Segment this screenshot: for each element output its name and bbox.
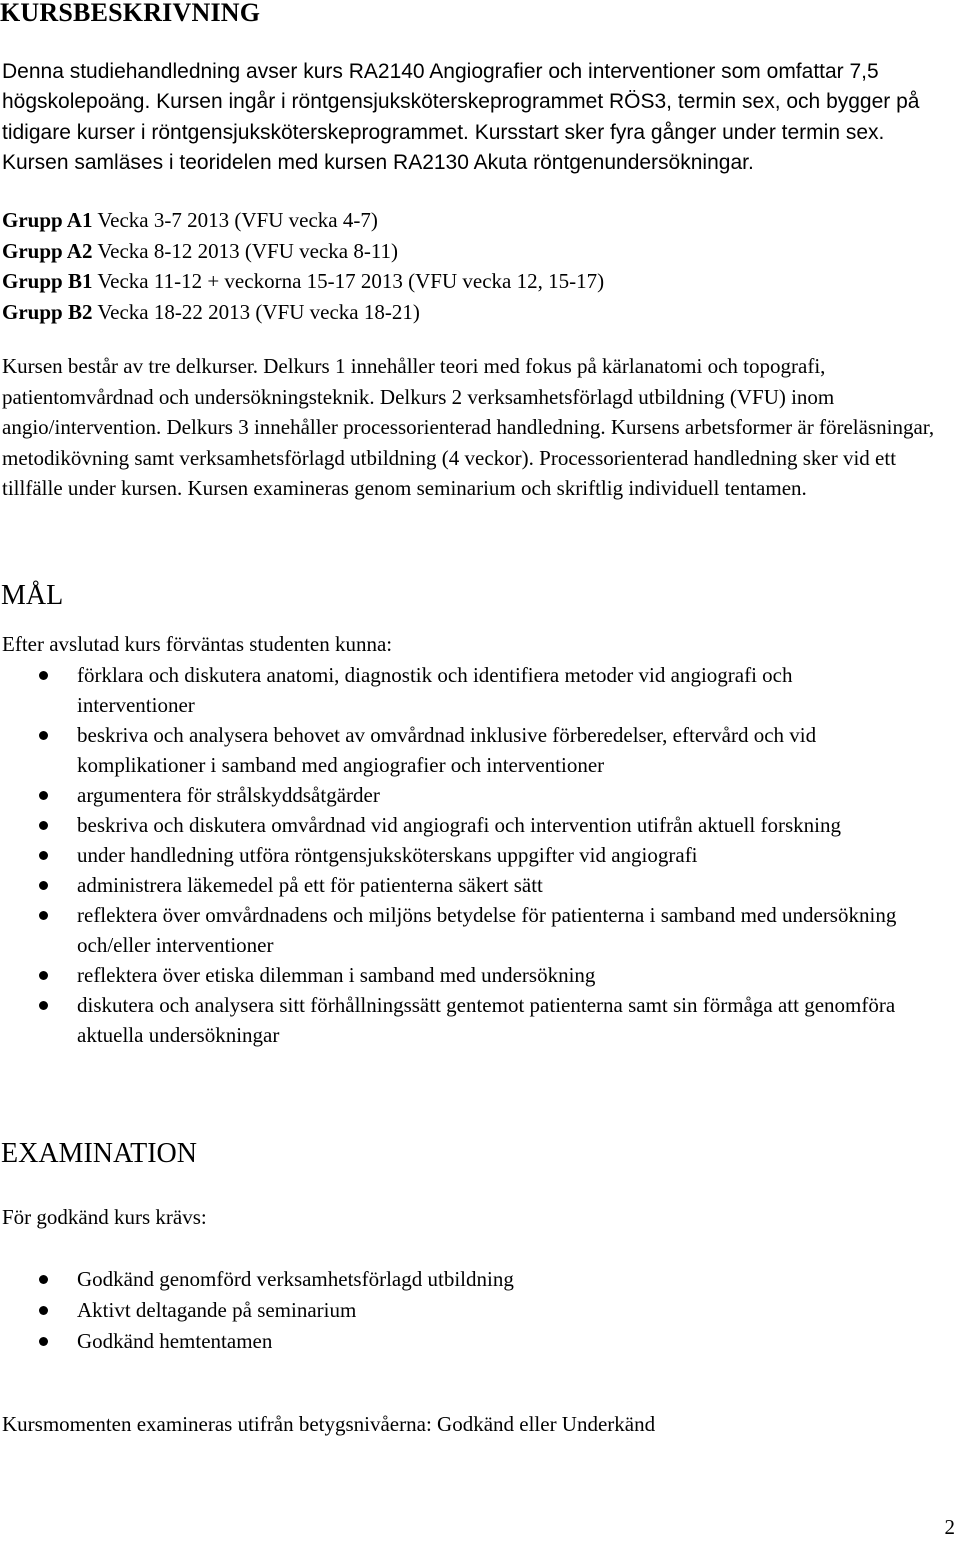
section-heading-mal: MÅL bbox=[1, 580, 64, 611]
bullet-icon bbox=[39, 881, 48, 890]
grading-note: Kursmomenten examineras utifrån betygsnivåerna: Godkänd eller Underkänd bbox=[2, 1412, 656, 1436]
goals-list bbox=[0, 660, 900, 1050]
list-item bbox=[0, 840, 900, 870]
bullet-icon bbox=[39, 791, 48, 800]
group-schedule bbox=[2, 205, 604, 327]
intro-paragraph: Denna studiehandledning avser kurs RA2140 Angiografier och interventioner som omfattar 7,5 högskolepoäng. Kursen ingår i röntgensjuksköterskeprogrammet RÖS3, termin sex, och bygger på tidigare kurser i röntgensjuksköterskeprogrammet. Kursstart sker fyra gånger under termin sex. Kursen samläses i teoridelen med kursen RA2130 Akuta röntgenundersökningar. bbox=[2, 60, 920, 175]
list-item-text: diskutera och analysera sitt förhållningssätt gentemot patienterna samt sin förmåga att genomföra aktuella undersökningar bbox=[77, 993, 896, 1047]
section-heading-examination: EXAMINATION bbox=[1, 1138, 197, 1169]
group-name: Grupp B1 bbox=[2, 269, 93, 293]
list-item bbox=[0, 780, 900, 810]
list-item bbox=[0, 660, 900, 720]
examination-list bbox=[0, 1264, 514, 1357]
list-item bbox=[0, 900, 900, 960]
group-row bbox=[2, 297, 604, 328]
bullet-icon bbox=[39, 821, 48, 830]
course-description: Kursen består av tre delkurser. Delkurs 1 innehåller teori med fokus på kärlanatomi och topografi, patientomvårdnad och undersökningsteknik. Delkurs 2 verksamhetsförlagd utbildning (VFU) inom angio/intervention. Delkurs 3 innehåller processorienterad handledning. Kursens arbetsformer är föreläsningar, metodikövning samt verksamhetsförlagd utbildning (4 veckor). Processorienterad handledning sker vid ett tillfälle under kursen. Kursen examineras genom seminarium och skriftlig individuell tentamen. bbox=[2, 354, 935, 501]
bullet-icon bbox=[39, 1001, 48, 1010]
group-row bbox=[2, 205, 604, 236]
list-item-text: argumentera för strålskyddsåtgärder bbox=[77, 783, 380, 807]
bullet-icon bbox=[39, 1275, 48, 1284]
list-item-text: Aktivt deltagande på seminarium bbox=[77, 1298, 357, 1322]
list-item-text: beskriva och diskutera omvårdnad vid angiografi och intervention utifrån aktuell forskning bbox=[77, 813, 841, 837]
examination-lead: För godkänd kurs krävs: bbox=[2, 1205, 207, 1229]
list-item-text: administrera läkemedel på ett för patienterna säkert sätt bbox=[77, 873, 543, 897]
group-name: Grupp A2 bbox=[2, 238, 93, 263]
list-item-text: Godkänd genomförd verksamhetsförlagd utbildning bbox=[77, 1267, 514, 1291]
group-text: Vecka 3-7 2013 (VFU vecka 4-7) bbox=[97, 208, 378, 232]
group-name: Grupp B2 bbox=[2, 299, 93, 324]
list-item bbox=[0, 1326, 514, 1357]
list-item-text: under handledning utföra röntgensjuksköterskans uppgifter vid angiografi bbox=[77, 843, 698, 867]
bullet-icon bbox=[39, 971, 48, 980]
group-row bbox=[2, 236, 604, 267]
bullet-icon bbox=[39, 851, 48, 860]
list-item bbox=[0, 960, 900, 990]
section-heading-kursbeskrivning: KURSBESKRIVNING bbox=[0, 0, 261, 27]
group-text: Vecka 11-12 + veckorna 15-17 2013 (VFU vecka 12, 15-17) bbox=[97, 269, 605, 293]
group-name: Grupp A1 bbox=[2, 208, 93, 232]
bullet-icon bbox=[39, 911, 48, 920]
bullet-icon bbox=[39, 1306, 48, 1315]
bullet-icon bbox=[39, 731, 48, 740]
list-item bbox=[0, 990, 900, 1050]
bullet-icon bbox=[39, 1337, 48, 1346]
list-item bbox=[0, 720, 900, 780]
list-item-text: reflektera över omvårdnadens och miljöns betydelse för patienterna i samband med undersökning och/eller interventioner bbox=[77, 903, 897, 957]
bullet-icon bbox=[39, 671, 48, 680]
page-number: 2 bbox=[944, 1515, 955, 1539]
list-item-text: förklara och diskutera anatomi, diagnostik och identifiera metoder vid angiografi och interventioner bbox=[77, 663, 793, 717]
list-item-text: reflektera över etiska dilemman i samband med undersökning bbox=[77, 963, 596, 987]
goals-lead: Efter avslutad kurs förväntas studenten kunna: bbox=[2, 632, 393, 656]
group-row bbox=[2, 266, 604, 297]
list-item-text: Godkänd hemtentamen bbox=[77, 1329, 273, 1353]
group-text: Vecka 18-22 2013 (VFU vecka 18-21) bbox=[97, 299, 420, 324]
list-item-text: beskriva och analysera behovet av omvårdnad inklusive förberedelser, eftervård och vid komplikationer i samband med angiografier och interventioner bbox=[77, 723, 817, 777]
list-item bbox=[0, 1264, 514, 1295]
list-item bbox=[0, 1295, 514, 1326]
list-item bbox=[0, 810, 900, 840]
group-text: Vecka 8-12 2013 (VFU vecka 8-11) bbox=[97, 238, 399, 263]
list-item bbox=[0, 870, 900, 900]
